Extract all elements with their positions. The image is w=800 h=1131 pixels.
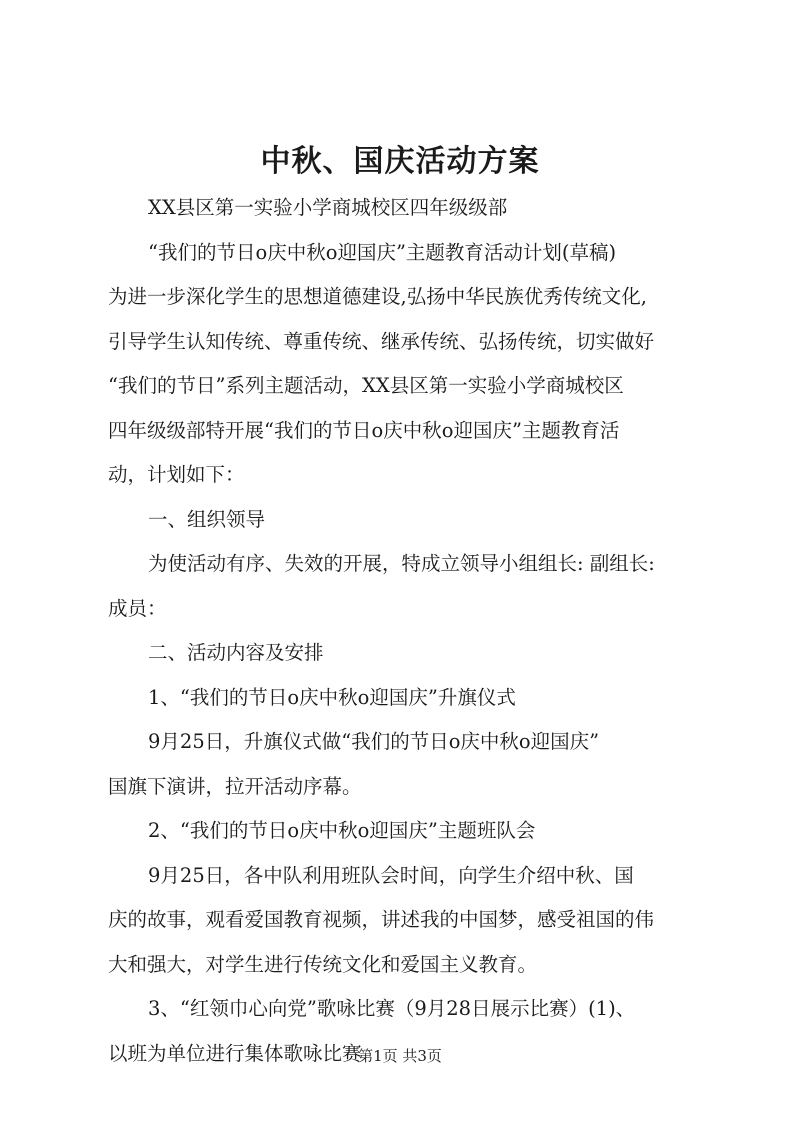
paragraph-line: 四年级级部特开展“我们的节日o庆中秋o迎国庆”主题教育活: [108, 418, 620, 442]
paragraph-line: 3、“红领巾心向党”歌咏比赛（9月28日展示比赛）(1)、: [148, 997, 636, 1020]
paragraph-line: 大和强大，对学生进行传统文化和爱国主义教育。: [108, 952, 538, 976]
document-body: [108, 186, 708, 1076]
paragraph-line: 成员：: [108, 596, 167, 620]
paragraph-line: 以班为单位进行集体歌咏比赛: [108, 1041, 362, 1065]
paragraph-line: 庆的故事，观看爱国教育视频，讲述我的中国梦，感受祖国的伟: [108, 908, 655, 931]
paragraph-line: 动，计划如下：: [108, 463, 245, 486]
paragraph-line: XX县区第一实验小学商城校区四年级级部: [148, 196, 508, 219]
paragraph-line: 引导学生认知传统、尊重传统、继承传统、弘扬传统，切实做好: [108, 329, 655, 353]
paragraph-line: 二、活动内容及安排: [148, 641, 324, 664]
paragraph-line: 1、“我们的节日o庆中秋o迎国庆”升旗仪式: [148, 685, 516, 709]
paragraph-line: “我们的节日”系列主题活动，XX县区第一实验小学商城校区: [108, 374, 624, 397]
paragraph-line: 为进一步深化学生的思想道德建设,弘扬中华民族优秀传统文化,: [108, 285, 647, 308]
paragraph-line: 9月25日，各中队利用班队会时间，向学生介绍中秋、国: [148, 863, 634, 887]
paragraph-line: 9月25日，升旗仪式做“我们的节日o庆中秋o迎国庆”: [148, 730, 600, 753]
paragraph-line: 国旗下演讲，拉开活动序幕。: [108, 774, 362, 798]
page-footer: 第1页 共3页: [358, 1047, 442, 1065]
paragraph-line: 2、“我们的节日o庆中秋o迎国庆”主题班队会: [148, 819, 536, 842]
paragraph-line: 一、组织领导: [148, 507, 266, 531]
document-title: 中秋、国庆活动方案: [260, 144, 540, 179]
paragraph-line: “我们的节日o庆中秋o迎国庆”主题教育活动计划(草稿): [148, 240, 617, 264]
paragraph-line: 为使活动有序、失效的开展，特成立领导小组组长: 副组长:: [148, 552, 655, 575]
